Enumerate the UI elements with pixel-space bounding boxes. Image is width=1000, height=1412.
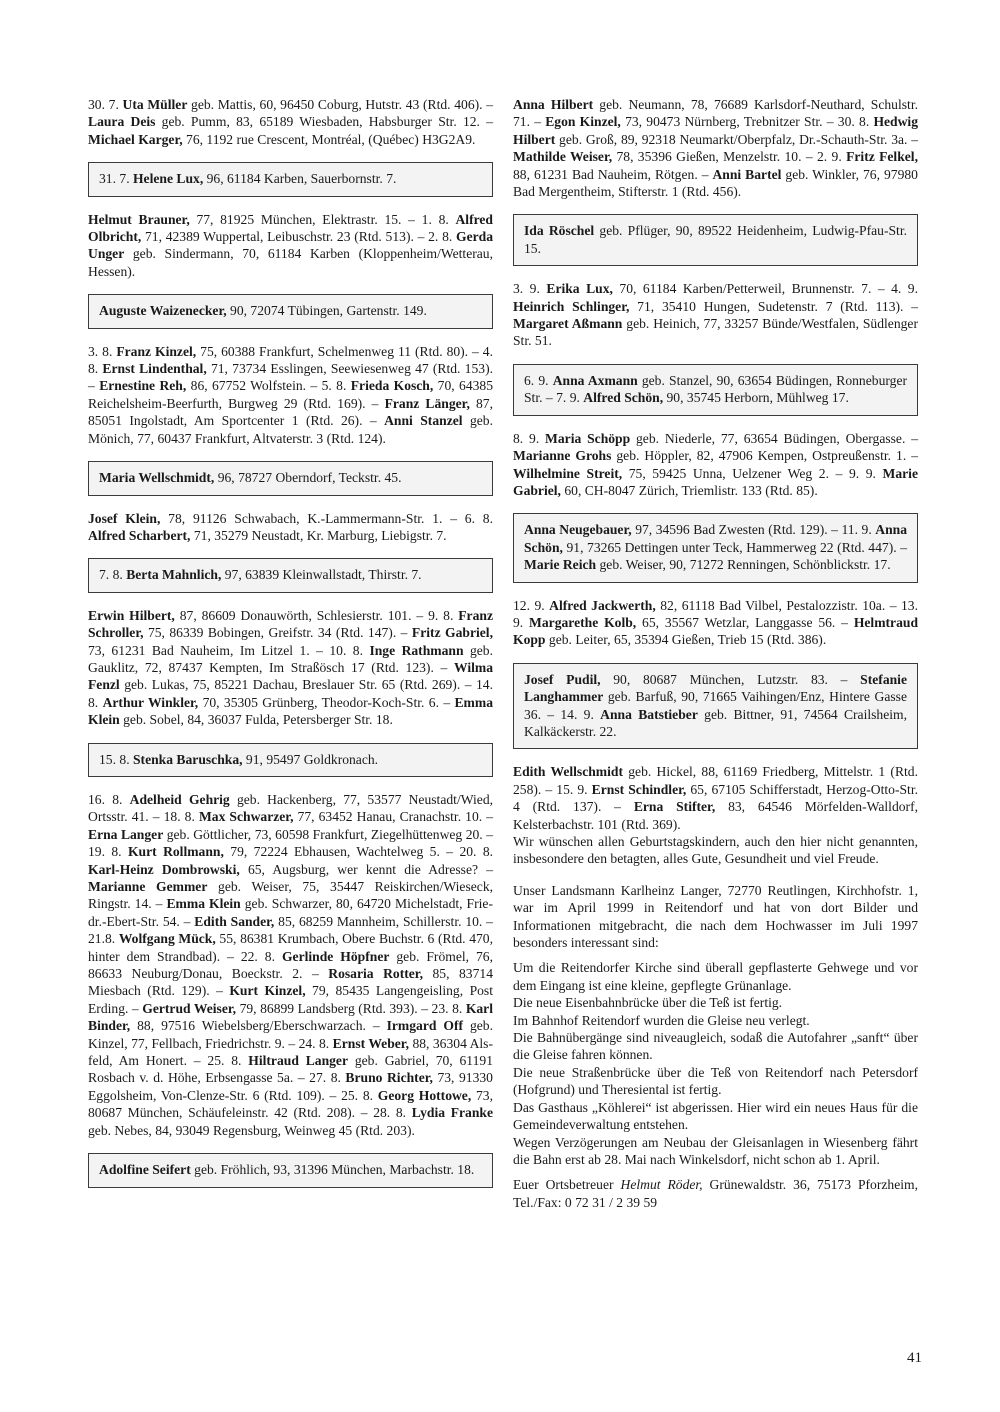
text-run: geb. Winkler, 76, 97980 Bad Mergentheim, Stifterstr. 1 (Rtd. 456). [513, 166, 918, 200]
text-run: geb. Kinzel, 77, Fellbach, Friedrichstr. 9. – 24. 8. [88, 1018, 493, 1051]
person-name: Bruno Richter, [345, 1070, 433, 1086]
text-run: 78, 35396 Gießen, Menzelstr. 10. – 2. 9. [612, 149, 847, 165]
text-run: 73, 61231 Bad Nauheim, Im Litzel 1. – 10. 8. [88, 642, 370, 658]
text-run: Euer Ortsbetreuer [513, 1177, 621, 1193]
text-run: 16. 8. [88, 791, 130, 807]
person-name: Wilma Fenzl [88, 659, 493, 693]
text-run: 71, 73734 Esslingen, Seewiesenweg 47 (Rtd. 153). – [88, 361, 493, 394]
highlighted-birthday-box [88, 162, 493, 196]
text-run: 70, 64385 Reichelsheim-Beerfurth, Burgweg 29 (Rtd. 169). – [88, 378, 494, 411]
text-paragraph [88, 96, 493, 148]
person-name: Maria Schöpp [545, 430, 631, 446]
text-run: 70, 61184 Karben/Petterweil, Brunnenstr. 7. – 4. 9. [612, 281, 919, 297]
text-run: 3. 8. [88, 343, 117, 359]
person-name: Max Schwarzer, [198, 809, 294, 825]
text-paragraph [513, 597, 918, 649]
text-run: geb. Sobel, 84, 36037 Fulda, Petersberger Str. 18. [119, 712, 393, 728]
text-run: 90, 80687 München, Lutzstr. 83. – [600, 671, 861, 687]
text-run: 15. 8. [99, 751, 133, 767]
text-run: 77, 63452 Hanau, Cranachstr. 10. – [293, 809, 494, 825]
text-paragraph [88, 343, 493, 447]
text-run: geb. Höppler, 82, 47906 Kempen, Ostpreußenstr. 1. – [611, 448, 918, 464]
text-run: 3. 9. [513, 281, 547, 297]
person-name: Uta Müller [122, 97, 188, 112]
text-run: Unser Landsmann Karlheinz Langer, 72770 Reutlingen, Kirchhofstr. 1, war im April 1999 in Reitendorf und hat von dort Bilder und Informationen mitgebracht, die nach dem Hochwasser im Juli 1997 besonders interessant sind: [513, 882, 918, 951]
person-name: Wilhelmine Streit, [513, 465, 623, 481]
text-paragraph [513, 763, 918, 833]
text-paragraph [88, 510, 493, 545]
person-name: Emma Klein [166, 896, 241, 912]
person-name: Erika Lux, [546, 281, 613, 297]
text-paragraph [88, 607, 493, 729]
text-run: 8. 9. [513, 430, 546, 446]
text-paragraph [513, 96, 918, 200]
text-run: 88, 61231 Bad Nauheim, Rötgen. – [513, 166, 713, 182]
text-run: Wir wünschen allen Geburtstagskindern, auch den hier nicht genannten, insbesondere den betagten, alles Gute, Gesundheit und viel Freude. [513, 834, 918, 867]
text-run: 65, 35567 Wetzlar, Langgasse 56. – [636, 614, 854, 630]
text-run: geb. Göttlicher, 73, 60598 Frankfurt, Ziegelhüttenweg 20. – 19. 8. [88, 826, 493, 860]
person-name: Alfred Scharbert, [88, 527, 191, 543]
highlighted-birthday-box [88, 558, 493, 592]
text-run: 88, 36304 Alsfeld, Am Honert. – 25. 8. [88, 1035, 493, 1069]
person-name: Arthur Winkler, [102, 694, 199, 710]
text-run: 82, 61118 Bad Vilbel, Pestalozzistr. 10a. – 13. 9. [513, 597, 918, 630]
text-run: Wegen Verzögerungen am Neubau der Gleisanlagen in Wiesenberg fährt die Bahn erst ab 28. Mai nach Winkelsdorf, nicht schon ab 1. April. [513, 1134, 918, 1167]
text-run: geb. Leiter, 65, 35394 Gießen, Trieb 15 (Rtd. 386). [545, 632, 827, 648]
text-run: geb. Weiser, 90, 71272 Renningen, Schönblickstr. 17. [596, 557, 891, 573]
person-name: Josef Klein, [88, 510, 161, 526]
person-name: Erwin Hilbert, [88, 607, 175, 623]
person-name: Franz Länger, [384, 395, 470, 411]
text-run: geb. Schwarzer, 80, 64720 Michelstadt, Friedr.-Ebert-Str. 54. – [88, 896, 493, 929]
person-name: Stenka Baruschka, [132, 751, 243, 767]
text-run: 71, 35279 Neustadt, Kr. Marburg, Liebigstr. 7. [190, 527, 447, 543]
person-name: Margaret Aßmann [513, 316, 623, 332]
person-name: Gertrud Weiser, [142, 1000, 237, 1016]
person-name: Berta Mahnlich, [126, 567, 222, 583]
text-paragraph [513, 1134, 918, 1169]
text-run: 6. 9. [524, 372, 553, 388]
person-name: Inge Rathmann [369, 642, 464, 658]
person-name: Kurt Rollmann, [127, 844, 224, 860]
person-name: Stefanie Langhammer [524, 671, 907, 705]
text-paragraph [513, 1064, 918, 1099]
text-run: geb. Heinich, 77, 33257 Bünde/Westfalen, Südlenger Str. 51. [513, 316, 918, 349]
highlighted-birthday-box [88, 1153, 493, 1187]
person-name: Marianne Gemmer [88, 879, 208, 894]
person-name: Emma Klein [88, 694, 493, 728]
person-name: Ida Röschel [524, 223, 595, 239]
text-run: geb. Weiser, 75, 35447 Reiskirchen/Wieseck, Ringstr. 14. – [88, 879, 494, 912]
text-run: geb. Hickel, 88, 61169 Friedberg, Mittelstr. 1 (Rtd. 258). – 15. 9. [513, 764, 918, 797]
person-name: Hiltraud Langer [248, 1053, 349, 1069]
text-paragraph [513, 1099, 918, 1134]
person-name: Fritz Gabriel, [411, 625, 493, 641]
text-paragraph [513, 994, 918, 1011]
text-run: Die Bahnübergänge sind niveaugleich, sodaß die Autofahrer „sanft“ über die Gleise fahren können. [513, 1030, 918, 1063]
text-run: 78, 91126 Schwabach, K.-Lammermann-Str. 1. – 6. 8. [160, 510, 493, 526]
person-name: Laura Deis [88, 114, 156, 130]
text-run: geb. Bittner, 91, 74564 Crailsheim, Kalkäckerstr. 22. [524, 706, 908, 739]
text-run: 97, 34596 Bad Zwesten (Rtd. 129). – 11. 9. [631, 522, 876, 538]
text-run: 79, 86899 Landsberg (Rtd. 393). – 23. 8. [236, 1000, 466, 1016]
person-name: Alfred Olbricht, [88, 211, 493, 245]
person-name: Rosaria Rotter, [328, 966, 423, 982]
person-name: Helmut Brauner, [88, 211, 190, 227]
text-paragraph [88, 211, 493, 281]
text-run: 83, 64546 Mörfelden-Walldorf, Kelsterbachstr. 101 (Rtd. 369). [513, 799, 918, 832]
text-run: 73, 80687 München, Schäufeleinstr. 42 (Rtd. 208). – 28. 8. [88, 1087, 493, 1121]
person-name: Mathilde Weiser, [513, 149, 613, 165]
person-name: Anni Bartel [712, 166, 782, 182]
text-run: geb. Mattis, 60, 96450 Coburg, Hutstr. 43 (Rtd. 406). – [187, 97, 494, 112]
text-run: 71, 42389 Wuppertal, Leibuschstr. 23 (Rtd. 513). – 2. 8. [141, 229, 456, 245]
text-run: Grünewaldstr. 36, 75173 Pforzheim, Tel./Fax: 0 72 31 / 2 39 59 [513, 1177, 918, 1210]
text-run: 75, 60388 Frankfurt, Schelmenweg 11 (Rtd. 80). – 4. 8. [88, 343, 494, 377]
text-paragraph [513, 430, 918, 500]
person-name: Ernst Lindenthal, [102, 361, 207, 377]
text-run: 76, 1192 rue Crescent, Montréal, (Québec) H3G2A9. [182, 131, 476, 147]
person-name: Adelheid Gehrig [129, 791, 230, 807]
text-run: geb. Nebes, 84, 93049 Regensburg, Weinweg 45 (Rtd. 203). [88, 1122, 415, 1138]
text-run: 75, 59425 Unna, Uelzener Weg 2. – 9. 9. [622, 465, 883, 481]
text-run: 60, CH-8047 Zürich, Triemlistr. 133 (Rtd. 85). [560, 482, 818, 498]
text-run: 87, 86609 Donauwörth, Schlesierstr. 101. – 9. 8. [174, 607, 459, 623]
text-run: 85, 68259 Mannheim, Schillerstr. 10. – 21.8. [88, 913, 493, 947]
text-run: geb. Frömel, 76, 86633 Neuburg/Donau, Boeckstr. 2. – [88, 948, 493, 982]
text-run: 70, 35305 Grünberg, Theodor-Koch-Str. 6. – [198, 694, 455, 710]
person-name: Anna Schön, [524, 522, 907, 555]
person-name: Anna Hilbert [513, 97, 594, 112]
highlighted-birthday-box [513, 214, 918, 266]
text-run: 85, 83714 Miesbach (Rtd. 129). – [88, 966, 493, 999]
text-run: 65, 67105 Schifferstadt, Herzog-Otto-Str. 4 (Rtd. 137). – [513, 781, 918, 815]
text-run: geb. Neumann, 78, 76689 Karlsdorf-Neuthard, Schulstr. 71. – [513, 97, 918, 130]
person-name: Edith Sander, [194, 913, 275, 929]
highlighted-birthday-box [513, 663, 918, 750]
person-name: Michael Karger, [88, 131, 183, 147]
text-run: 12. 9. [513, 597, 550, 613]
person-name: Gerlinde Höpfner [281, 948, 390, 964]
text-run: geb. Pflüger, 90, 89522 Heidenheim, Ludwig-Pfau-Str. 15. [524, 223, 907, 256]
text-run: Im Bahnhof Reitendorf wurden die Gleise neu verlegt. [513, 1012, 810, 1028]
text-run: geb. Fröhlich, 93, 31396 München, Marbachstr. 18. [190, 1162, 475, 1178]
person-name: Helmtraud Kopp [513, 614, 918, 648]
text-paragraph [513, 833, 918, 868]
text-paragraph [513, 959, 918, 994]
left-column [88, 96, 493, 1202]
highlighted-birthday-box [513, 513, 918, 582]
person-name: Marianne Grohs [513, 448, 612, 464]
person-name: Edith Wellschmidt [513, 764, 623, 780]
text-run: 71, 35410 Hungen, Sudetenstr. 7 (Rtd. 113). – [629, 298, 919, 314]
person-name: Georg Hottowe, [377, 1087, 472, 1103]
text-paragraph [513, 1012, 918, 1029]
highlighted-birthday-box [88, 743, 493, 777]
person-name: Karl Binder, [88, 1000, 493, 1034]
text-run: 86, 67752 Wolfstein. – 5. 8. [186, 378, 351, 394]
text-run: 30. 7. [88, 97, 123, 112]
person-name: Ernestine Reh, [99, 378, 187, 394]
highlighted-birthday-box [88, 461, 493, 495]
person-name: Josef Pudil, [524, 671, 601, 687]
person-name: Helene Lux, [132, 171, 204, 187]
text-run: 91, 73265 Dettingen unter Teck, Hammerweg 22 (Rtd. 447). – [562, 539, 907, 555]
person-name: Franz Kinzel, [116, 343, 197, 359]
text-run: 97, 63839 Kleinwallstadt, Thirstr. 7. [221, 567, 422, 583]
person-name: Irmgard Off [386, 1018, 464, 1034]
text-run: geb. Pumm, 83, 65189 Wiesbaden, Habsburger Str. 12. – [155, 114, 493, 130]
person-name: Alfred Jackwerth, [549, 597, 656, 613]
highlighted-birthday-box [88, 294, 493, 328]
text-run: geb. Gabriel, 70, 61191 Rosbach v. d. Höhe, Erbsengasse 5a. – 27. 8. [88, 1053, 493, 1086]
text-run: 65, Augsburg, wer kennt die Adresse? – [239, 861, 493, 877]
person-name: Fritz Felkel, [846, 149, 918, 165]
text-run: 96, 78727 Oberndorf, Teckstr. 45. [214, 470, 402, 486]
person-name: Lydia Franke [411, 1105, 493, 1121]
text-run: 96, 61184 Karben, Sauerbornstr. 7. [203, 171, 397, 187]
person-name: Gerda Unger [88, 229, 493, 262]
text-paragraph [513, 882, 918, 952]
text-run: 75, 86339 Bobingen, Greifstr. 34 (Rtd. 147). – [143, 625, 412, 641]
text-run: geb. Mönich, 77, 60437 Frankfurt, Altvaterstr. 3 (Rtd. 124). [88, 413, 493, 446]
text-paragraph [88, 791, 493, 1139]
person-name: Anna Batstieber [600, 706, 698, 722]
person-name: Egon Kinzel, [545, 114, 621, 130]
text-run: 90, 35745 Herborn, Mühlweg 17. [663, 390, 849, 406]
text-paragraph [513, 1029, 918, 1064]
text-run: Das Gasthaus „Köhlerei“ ist abgerissen. Hier wird ein neues Haus für die Gemeindeverwaltung entstehen. [513, 1099, 918, 1133]
text-paragraph [513, 280, 918, 350]
person-name: Kurt Kinzel, [229, 983, 306, 999]
text-paragraph [513, 1176, 918, 1211]
text-run: 91, 95497 Goldkronach. [242, 751, 379, 767]
text-run: Die neue Straßenbrücke über die Teß von Reitendorf nach Petersdorf (Hofgrund) und Theresiental ist fertig. [513, 1064, 918, 1098]
person-name: Marie Reich [524, 557, 597, 573]
text-run: geb. Gauklitz, 72, 87437 Kempten, Im Straßösch 17 (Rtd. 123). – [88, 642, 493, 675]
person-name: Anni Stanzel [384, 413, 463, 429]
person-name: Franz Schroller, [88, 607, 493, 641]
person-name: Anna Axmann [552, 372, 638, 388]
person-name: Heinrich Schlinger, [513, 298, 630, 314]
person-name: Wolfgang Mück, [118, 931, 216, 947]
text-run: geb. Hackenberg, 77, 53577 Neustadt/Wied, Ortsstr. 41. – 18. 8. [88, 791, 494, 825]
person-name: Hedwig Hilbert [513, 114, 918, 147]
text-run: 55, 86381 Krumbach, Obere Buchstr. 6 (Rtd. 470, hinter dem Strandbad). – 22. 8. [88, 931, 494, 964]
person-name: Frieda Kosch, [350, 378, 434, 394]
person-name: Ernst Schindler, [591, 781, 687, 797]
text-run: geb. Niederle, 77, 63654 Büdingen, Obergasse. – [630, 430, 918, 446]
person-name: Auguste Waizenecker, [99, 303, 227, 319]
text-run: 31. 7. [99, 171, 133, 187]
person-name: Alfred Schön, [583, 390, 664, 406]
person-name: Margarethe Kolb, [529, 614, 637, 630]
text-run: geb. Stanzel, 90, 63654 Büdingen, Ronneburger Str. – 7. 9. [524, 372, 907, 406]
person-name: Marie Gabriel, [513, 465, 918, 498]
text-run: 87, 85051 Ingolstadt, Am Sportcenter 1 (Rtd. 26). – [88, 395, 493, 429]
text-run: 7. 8. [99, 567, 127, 583]
text-run: geb. Groß, 89, 92318 Neumarkt/Oberpfalz, Dr.-Schauth-Str. 3a. – [555, 131, 918, 147]
text-run: 79, 85435 Langengeisling, Post Erding. – [88, 983, 493, 1016]
person-name: Karl-Heinz Dombrowski, [88, 861, 240, 877]
text-run: 73, 91330 Eggolsheim, Von-Clenze-Str. 6 (Rtd. 109). – 25. 8. [88, 1070, 493, 1103]
person-name: Ernst Weber, [332, 1035, 409, 1051]
text-run: Um die Reitendorfer Kirche sind überall gepflasterte Gehwege und vor dem Eingang ist eine kleine, gepflegte Grünanlage. [513, 960, 918, 993]
text-run: geb. Sindermann, 70, 61184 Karben (Kloppenheim/Wetterau, Hessen). [88, 246, 493, 279]
text-run: 90, 72074 Tübingen, Gartenstr. 149. [226, 303, 427, 319]
highlighted-birthday-box [513, 364, 918, 416]
text-run: 73, 90473 Nürnberg, Trebnitzer Str. – 30. 8. [620, 114, 874, 130]
person-name: Anna Neugebauer, [524, 522, 632, 538]
text-run: geb. Lukas, 75, 85221 Dachau, Breslauer Str. 65 (Rtd. 269). – 14. 8. [88, 677, 493, 710]
text-run: 77, 81925 München, Elektrastr. 15. – 1. 8. [189, 211, 456, 227]
text-run: 88, 97516 Wiebelsberg/Eberschwarzach. – [130, 1018, 387, 1034]
text-run: 79, 72224 Ebhausen, Wachtelweg 5. – 20. 8. [223, 844, 494, 860]
text-run: geb. Barfuß, 90, 71665 Vaihingen/Enz, Hintere Gasse 36. – 14. 9. [524, 689, 907, 722]
page-number: 41 [907, 1350, 922, 1366]
text-run: Die neue Eisenbahnbrücke über die Teß ist fertig. [513, 995, 783, 1011]
signature-name: Helmut Röder, [620, 1177, 703, 1193]
right-column [513, 96, 918, 1225]
person-name: Erna Stifter, [633, 799, 716, 815]
person-name: Maria Wellschmidt, [99, 470, 215, 486]
person-name: Erna Langer [88, 826, 164, 842]
person-name: Adolfine Seifert [99, 1162, 191, 1178]
